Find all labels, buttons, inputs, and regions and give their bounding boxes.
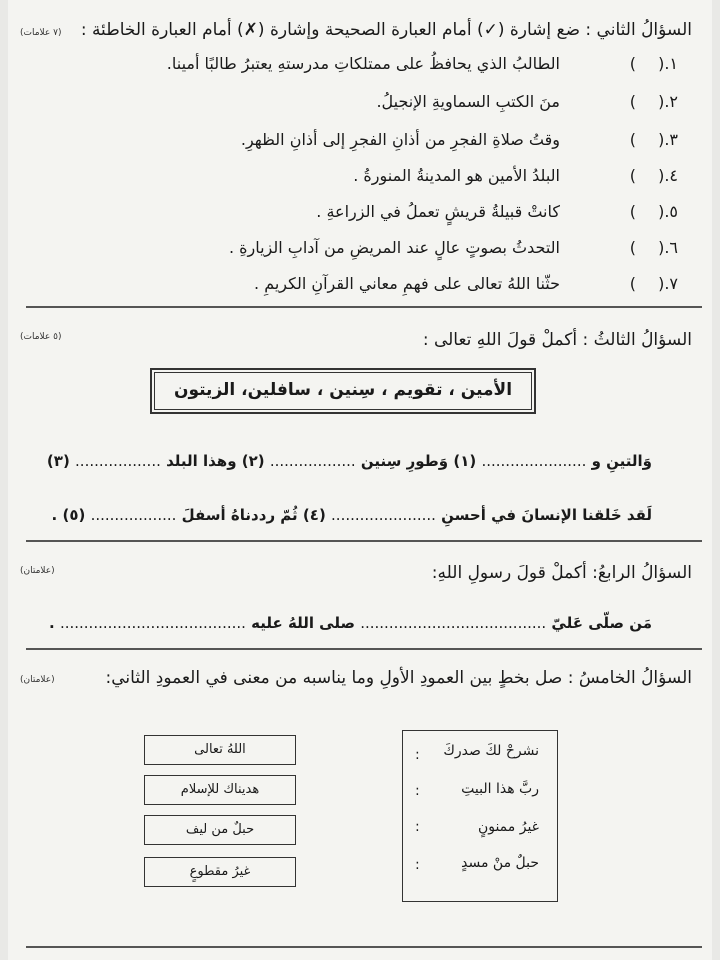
col1-item: ربَّ هذا البيتِ	[461, 781, 539, 797]
q3-title: السؤالُ الثالثُ : أكملْ قولَ اللهِ تعالى :	[422, 330, 692, 350]
statement-number: ٢.(	[658, 92, 678, 111]
statement-number: ٤.(	[658, 166, 678, 185]
q4-line	[49, 614, 652, 632]
statement-row	[68, 54, 678, 84]
col1-item: غيرُ ممنونٍ	[477, 819, 539, 835]
q5-marks: (علامتان)	[20, 675, 55, 685]
q3-marks: (٥ علامات)	[20, 332, 62, 342]
statement-number: ٥.(	[658, 202, 678, 221]
q2-marks: (٧ علامات)	[20, 28, 62, 38]
statement-number: ٣.(	[658, 130, 678, 149]
q3-line1-c: (٢) وهذا البلد	[166, 452, 265, 470]
q4-a: مَن صلّى عَليّ	[551, 614, 652, 632]
statement-row	[68, 166, 678, 196]
q4-end: .	[49, 614, 55, 632]
q3-line1-a: وَالتينِ و	[591, 452, 652, 470]
blank-2[interactable]: ..................	[269, 452, 356, 470]
colon: :	[415, 819, 420, 835]
col2-item[interactable]: هديناك للإسلام	[144, 775, 296, 805]
q4-marks: (علامتان)	[20, 566, 55, 576]
statement-row	[68, 274, 678, 304]
statement-number: ٧.(	[658, 274, 678, 293]
q3-line1	[47, 452, 652, 470]
divider	[26, 306, 702, 308]
colon: :	[415, 747, 420, 763]
q3-line2	[52, 506, 652, 524]
answer-slot[interactable]: )	[629, 54, 636, 73]
statement-text: البلدُ الأمين هو المدينةُ المنورةُ .	[353, 166, 560, 185]
colon: :	[415, 857, 420, 873]
statement-row	[68, 202, 678, 232]
answer-slot[interactable]: )	[629, 130, 636, 149]
q3-line2-b: (٤) ثُمّ رددناهُ أسفلَ	[181, 506, 326, 524]
divider	[26, 648, 702, 650]
q3-line2-c: (٥) .	[51, 506, 86, 524]
answer-slot[interactable]: )	[629, 238, 636, 257]
q2-title: السؤالُ الثاني : ضع إشارة (✓) أمام العبارة الصحيحة وإشارة (✗) أمام العبارة الخاطئة :	[80, 20, 692, 40]
blank-1[interactable]: ......................	[481, 452, 587, 470]
column-one	[402, 730, 558, 902]
col1-item: نشرحْ لكَ صدركَ	[443, 743, 539, 759]
q4-title: السؤالُ الرابعُ: أكملْ قولَ رسولِ اللهِ:	[431, 563, 692, 583]
divider	[26, 540, 702, 542]
answer-slot[interactable]: )	[629, 274, 636, 293]
col2-item[interactable]: حبلٌ من ليف	[144, 815, 296, 845]
answer-slot[interactable]: )	[629, 92, 636, 111]
q4-b: صلى اللهُ عليه	[251, 614, 355, 632]
statement-text: حثّنا اللهُ تعالى على فهمِ معاني القرآنِ الكريمِ .	[254, 274, 560, 293]
blank-5[interactable]: ..................	[90, 506, 177, 524]
colon: :	[415, 783, 420, 799]
word-bank: الأمين ، تقويم ، سِنين ، سافلين، الزيتون	[150, 368, 536, 414]
col1-item: حبلٌ منْ مسدٍ	[461, 855, 539, 871]
statement-text: وقتُ صلاةِ الفجرِ من أذانِ الفجرِ إلى أذانِ الظهرِ.	[240, 130, 560, 149]
q3-line1-d: (٣)	[46, 452, 70, 470]
statement-row	[68, 238, 678, 268]
exam-page	[8, 0, 712, 960]
statement-text: منَ الكتبِ السماويةِ الإنجيلُ.	[376, 92, 560, 111]
blank-3[interactable]: ..................	[75, 452, 161, 470]
statement-text: التحدثُ بصوتٍ عالٍ عند المريضِ من آدابِ الزيارةِ .	[228, 238, 560, 257]
answer-slot[interactable]: )	[629, 166, 636, 185]
statement-text: الطالبُ الذي يحافظُ على ممتلكاتِ مدرستهِ يعتبرُ طالبًا أمينا.	[166, 54, 560, 73]
statement-row	[68, 92, 678, 122]
statement-text: كانتْ قبيلةُ قريشٍ تعملُ في الزراعةِ .	[316, 202, 560, 221]
q3-line2-a: لَقد خَلقنا الإنسانَ في أحسنِ	[441, 506, 652, 524]
blank-6[interactable]: .......................................	[360, 614, 547, 632]
q5-title: السؤالُ الخامسُ : صل بخطٍ بين العمودِ الأولِ وما يناسبه من معنى في العمودِ الثاني:	[105, 668, 692, 688]
answer-slot[interactable]: )	[629, 202, 636, 221]
divider	[26, 946, 702, 948]
col2-item[interactable]: اللهُ تعالى	[144, 735, 296, 765]
col2-item[interactable]: غيرُ مقطوعٍ	[144, 857, 296, 887]
blank-4[interactable]: ......................	[331, 506, 436, 524]
blank-7[interactable]: .......................................	[59, 614, 246, 632]
q3-line1-b: (١) وَطورِ سِنين	[360, 452, 477, 470]
statement-row	[68, 130, 678, 160]
statement-number: ١.(	[658, 54, 678, 73]
statement-number: ٦.(	[658, 238, 678, 257]
